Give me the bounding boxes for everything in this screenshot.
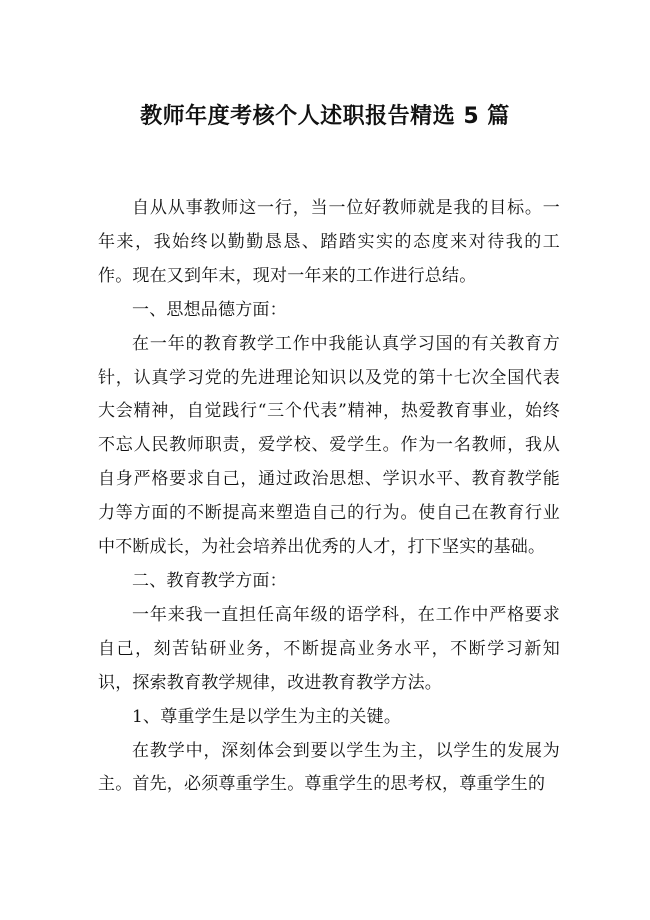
heading-ideology: 一、思想品德方面： [132, 299, 287, 320]
document-body [98, 192, 560, 802]
paragraph-ideology: 在一年的教育教学工作中我能认真学习国的有关教育方针，认真学习党的先进理论知识以及党的第十七次全国代表大会精神，自觉践行“三个代表”精神，热爱教育事业，始终不忘人民教师职责，爱学校、爱学生。作为一名教师，我从自身严格要求自己，通过政治思想、学识水平、教育教学能力等方面的不断提高来塑造自己的行为。使自己在教育行业中不断成长，为社会培养出优秀的人才，打下坚实的基础。 [98, 333, 560, 558]
heading-teaching: 二、教育教学方面： [132, 570, 287, 591]
paragraph-intro: 自从从事教师这一行，当一位好教师就是我的目标。一年来，我始终以勤勤恳恳、踏踏实实的态度来对待我的工作。现在又到年末，现对一年来的工作进行总结。 [98, 198, 560, 286]
paragraph-teaching: 一年来我一直担任高年级的语学科，在工作中严格要求自己，刻苦钻研业务，不断提高业务水平，不断学习新知识，探索教育教学规律，改进教育教学方法。 [98, 604, 560, 693]
heading-respect-students: 1、尊重学生是以学生为主的关键。 [132, 706, 402, 727]
paragraph-respect-students: 在教学中，深刻体会到要以学生为主，以学生的发展为主。首先，必须尊重学生。尊重学生的思考权，尊重学生的 [98, 740, 560, 795]
document-title: 教师年度考核个人述职报告精选 5 篇 [140, 104, 510, 129]
